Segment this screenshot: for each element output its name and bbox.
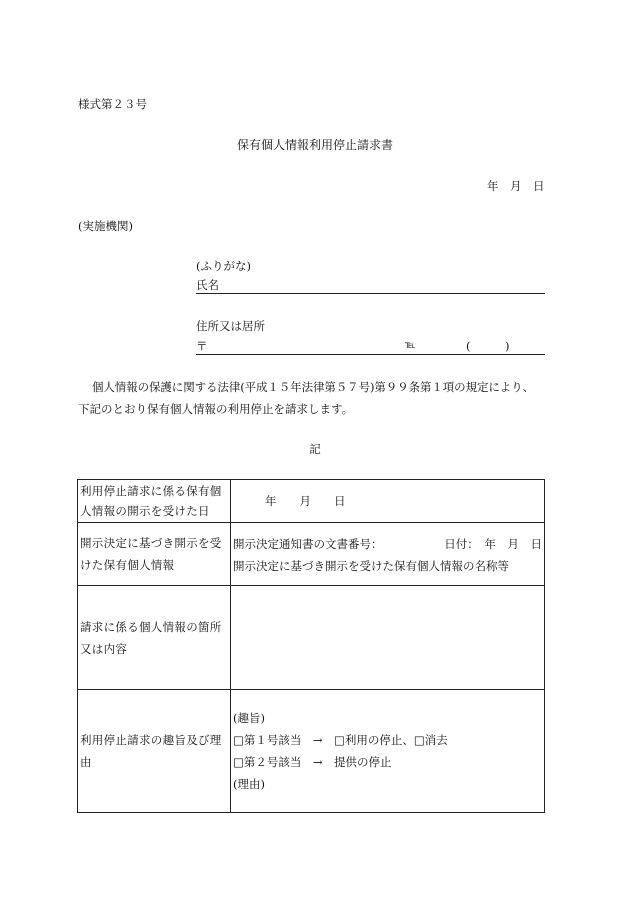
row2-name: 開示決定に基づき開示を受けた保有個人情報の名称等	[233, 558, 509, 573]
table-row	[78, 690, 545, 813]
address-underline[interactable]	[196, 354, 545, 355]
table-row	[78, 480, 545, 523]
row4-purpose: (趣旨)	[233, 711, 265, 725]
address-label: 住所又は居所	[196, 319, 265, 333]
row3-label: 請求に係る個人情報の箇所又は内容	[78, 586, 231, 690]
table-row	[78, 523, 545, 586]
row2-docno-row	[233, 533, 542, 555]
tel-mark: ℡	[405, 340, 416, 351]
postal-mark: 〒	[196, 339, 208, 353]
row4-opt2[interactable]: □第２号該当 → 提供の停止	[233, 755, 392, 769]
row1-value[interactable]: 年 月 日	[231, 480, 545, 523]
row4-value[interactable]	[231, 690, 545, 813]
date-field[interactable]: 年 月 日	[487, 179, 545, 193]
page-title: 保有個人情報利用停止請求書	[236, 138, 393, 152]
name-underline[interactable]	[196, 293, 545, 294]
request-table	[77, 479, 545, 813]
name-label: 氏名	[196, 278, 219, 292]
row2-doc-no: 開示決定通知書の文書番号：	[233, 536, 383, 551]
table-row	[78, 586, 545, 690]
intro-line-2: 下記のとおり保有個人情報の利用停止を請求します。	[78, 402, 354, 416]
row4-reason: (理由)	[233, 777, 265, 791]
row2-date: 日付： 年 月 日	[444, 536, 542, 551]
ki-heading: 記	[309, 442, 321, 456]
row1-label: 利用停止請求に係る保有個人情報の開示を受けた日	[78, 480, 231, 523]
form-number: 様式第２３号	[78, 97, 147, 111]
tel-paren: ( )	[466, 339, 510, 353]
agency-label: (実施機関)	[78, 219, 133, 233]
row4-opt1[interactable]: □第１号該当 → □利用の停止、□消去	[233, 733, 448, 747]
row4-label: 利用停止請求の趣旨及び理由	[78, 690, 231, 813]
intro-line-1: 個人情報の保護に関する法律(平成１５年法律第５７号)第９９条第１項の規定により、	[92, 380, 534, 394]
row3-value[interactable]	[231, 586, 545, 690]
furigana-label: (ふりがな)	[196, 259, 251, 273]
row2-label: 開示決定に基づき開示を受けた保有個人情報	[78, 523, 231, 586]
row2-value[interactable]	[231, 523, 545, 586]
